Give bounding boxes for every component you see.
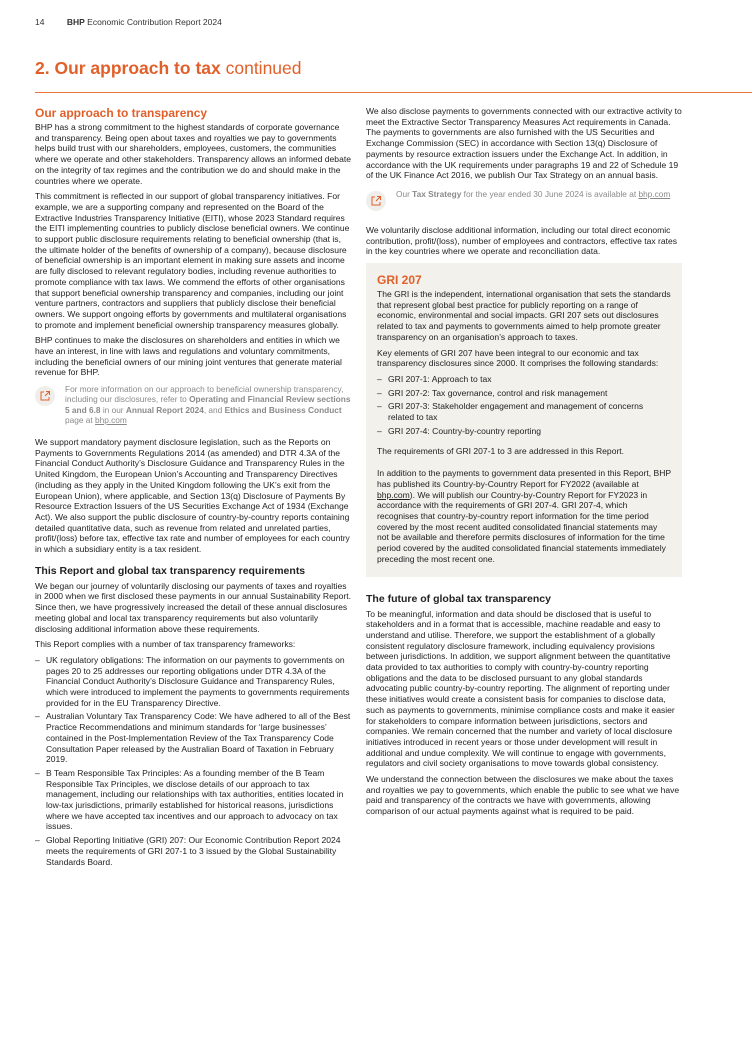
right-paragraph-1: We also disclose payments to governments connected with our extractive activity to meet the Extractive Sector Transparency Measures Act requirements in Canada. The payments to governments are also furnished with the US Securities and Exchange Commission (SEC) in accordance with Section 13(q) Disclosure of payments by resource extraction issuers under the Exchange Act. In addition, in accordance with the UK requirements under paragraphs 19 and 22 of Schedule 19 of the UK Finance Act 2016, we publish Our Tax Strategy on an annual basis.: [366, 106, 682, 181]
list-item: – GRI 207-2: Tax governance, control and risk management: [377, 388, 671, 399]
report-name: Economic Contribution Report 2024: [87, 17, 222, 27]
title-divider: [35, 92, 752, 93]
tax-strategy-callout: [366, 189, 682, 211]
right-column: [366, 106, 682, 822]
transparency-paragraph-3: BHP continues to make the disclosures on shareholders and entities in which we have an interest, in line with laws and regulations and voluntary commitments, including the beneficial owners of our mining joint ventures that generate material revenue for BHP.: [35, 335, 342, 378]
bhp-link[interactable]: bhp.com: [638, 188, 671, 199]
list-item: – GRI 207-1: Approach to tax: [377, 374, 671, 385]
gri-207-box: [366, 263, 682, 576]
left-column: [35, 106, 351, 871]
page-title: [35, 58, 302, 79]
transparency-paragraph-1: BHP has a strong commitment to the highest standards of corporate governance and transparency. Being open about taxes and royalties we pay to governments helps build trust with our shareholders, employees, customers, the communities where we operate and other stakeholders. Transparency allows an informed debate on the integrity of tax regimes and the contribution we do and should make in the countries where we operate.: [35, 122, 351, 186]
page-header: [35, 17, 222, 27]
beneficial-ownership-callout: [35, 384, 351, 425]
external-link-icon: [366, 191, 386, 211]
list-item: – Global Reporting Initiative (GRI) 207: Our Economic Contribution Report 2024 meets the requirements of GRI 207-1 to 3 issued by the Global Sustainability Standards Board.: [35, 835, 351, 867]
report-section-heading: This Report and global tax transparency requirements: [35, 564, 306, 577]
page-number: 14: [35, 17, 45, 27]
list-item: – UK regulatory obligations: The information on our payments to governments on pages 20 to 25 addresses our reporting obligations under DTR 4.3A of the Financial Conduct Authority’s Disclosure Guidance and Transparency Rules, which were introduced to implement the payments to governments requirements provided for in the EU Transparency Directive.: [35, 655, 351, 709]
frameworks-list: [35, 655, 351, 867]
bhp-link[interactable]: bhp.com: [377, 489, 410, 500]
title-suffix: continued: [225, 58, 302, 78]
bhp-link[interactable]: bhp.com: [95, 414, 127, 425]
list-item: – B Team Responsible Tax Principles: As a founding member of the B Team Responsible Tax Principles, we disclose details of our approach to tax management, including our relationships with tax authorities, entities located in low-tax jurisdictions, primarily established for historical reasons, jurisdictions where we have accepted tax incentives and our approach to advocacy on tax issues.: [35, 768, 351, 832]
report-section-paragraph-1: We began our journey of voluntarily disclosing our payments of taxes and royalties in 2000 when we first disclosed these payments in our annual Sustainability Report. Since then, we have progressively increased the detail of these annual disclosures meeting global and local tax transparency requirements but also voluntarily disclosing additional information above these requirements.: [35, 580, 351, 634]
transparency-paragraph-4: We support mandatory payment disclosure legislation, such as the Reports on Payments to Governments Regulations 2014 (as amended) and DTR 4.3A of the Financial Conduct Authority’s Disclosure Guidance and Transparency Rules in the United Kingdom, the European Union’s Accounting and Transparency Directives (including as they apply in the United Kingdom following the UK’s exit from the European Union), where applicable, and Section 13(q) Disclosure of Payments By Resource Extraction Issuers of the US Securities Exchange Act of 1934 (Exchange Act). We also support the public disclosure of country-by-country reports containing detailed quantitative data, such as revenue from related and unrelated parties, profit/(loss) before tax, effective tax rate and number of employees for each country in which a subsidiary entity is a tax resident.: [35, 436, 350, 555]
title-main: 2. Our approach to tax: [35, 58, 221, 78]
gri-paragraph-2: Key elements of GRI 207 have been integral to our economic and tax transparency disclosures since 2000. It comprises the following standards:: [377, 347, 659, 369]
report-section-paragraph-2: This Report complies with a number of tax transparency frameworks:: [35, 639, 296, 650]
gri-paragraph-4: In addition to the payments to government data presented in this Report, BHP has published its Country-by-Country Report for FY2022 (available at bhp.com). We will publish our Country-by-Country Report for FY2023 in accordance with the requirements of GRI 207-4. GRI 207-4, which recognises that country-by-country report information for the time period covered by the most recent audited consolidated financial statements may not be available and therefore permits disclosures of information for the time period covered by the audited consolidated financial statements immediately preceding the most recent one.: [377, 468, 671, 564]
transparency-heading: Our approach to transparency: [35, 106, 208, 120]
future-paragraph-1: To be meaningful, information and data should be disclosed that is useful to stakeholders and in a format that is accessible, machine readable and easy to understand and utilise. Therefore, we support the establishment of a globally consistent regulatory disclosure framework, including equivalency provisions between jurisdictions. In addition, we support alignment between the quantitative data provided to tax authorities to comply with country-by-country reporting obligations and the data to be disclosed pursuant to any global standards advocating public country-by-country reporting. The alignment of reporting under these initiatives would create a consistent basis for companies to disclose data, such as payments to governments, minimise compliance costs and make it easier for stakeholders to compare information between jurisdictions, sectors and companies. We remain concerned that the number and variety of local disclosure initiatives introduced in recent years or those under development will result in additional and undue complexity. We will continue to engage with governments, regulators and civil society organisations to move towards global consistency.: [366, 608, 675, 769]
callout-text: Our Tax Strategy for the year ended 30 June 2024 is available at bhp.com: [396, 188, 671, 199]
future-heading: The future of global tax transparency: [366, 592, 551, 605]
list-item: – Australian Voluntary Tax Transparency Code: We have adhered to all of the Best Practice Recommendations and minimum standards for ‘large businesses’ contained in the Post-Implementation Review of the Tax Transparency Code Consultation Paper released by the Australian Board of Taxation in February 2019.: [35, 711, 351, 765]
list-item: – GRI 207-3: Stakeholder engagement and management of concerns related to tax: [377, 401, 671, 422]
transparency-paragraph-2: This commitment is reflected in our support of global transparency initiatives. For example, we are a supporting company and represented on the Board of the Extractive Industries Transparency Initiative (EITI), whose 2023 Standard requires the EITI implementing countries to publicly disclose beneficial owners. We continue to support public disclosure requirements relating to beneficial ownership (that is, the ultimate holder of the benefits of ownership of a company), because disclosure of beneficial ownership is an important element in making sure assets and income are fully disclosed to relevant regulatory bodies, including revenue authorities to promote compliance with tax laws. We commend the efforts of other organisations that support beneficial ownership transparency and companies, including our joint venture partners, contractors and suppliers that publicly disclose their beneficial owners. We support ongoing efforts by governments and multilateral organisations to promote and implement beneficial ownership transparency measures globally.: [35, 191, 350, 330]
gri-paragraph-3: The requirements of GRI 207-1 to 3 are addressed in this Report.: [377, 446, 625, 457]
list-item: – GRI 207-4: Country-by-country reporting: [377, 426, 671, 437]
callout-text: For more information on our approach to beneficial ownership transparency, including our disclosures, refer to Operating and Financial Review sections 5 and 6.8 in our Annual Report 2024, and Ethics and Business Conduct page at bhp.com: [65, 384, 351, 425]
gri-standards-list: [377, 374, 671, 437]
gri-heading: GRI 207: [377, 273, 422, 288]
external-link-icon: [35, 386, 55, 406]
gri-paragraph-1: The GRI is the independent, international organisation that sets the standards that represent global best practice for publicly reporting on a range of economic, environmental and social impacts. GRI 207 sets out disclosures related to tax and payments to governments aimed to help promote greater transparency on an organisation’s approach to taxes.: [377, 289, 671, 342]
future-paragraph-2: We understand the connection between the disclosures we make about the taxes and royalties we pay to governments, which enable the public to see what we have paid and transparency of the contracts we have with governments, allowing comparison of our actual payments against what is required to be paid.: [366, 774, 680, 817]
right-paragraph-2: We voluntarily disclose additional information, including our total direct economic contribution, profit/(loss), number of employees and contractors, effective tax rates in the key countries where we operate and reconciliation data.: [366, 224, 678, 257]
company-name: BHP: [66, 17, 85, 27]
